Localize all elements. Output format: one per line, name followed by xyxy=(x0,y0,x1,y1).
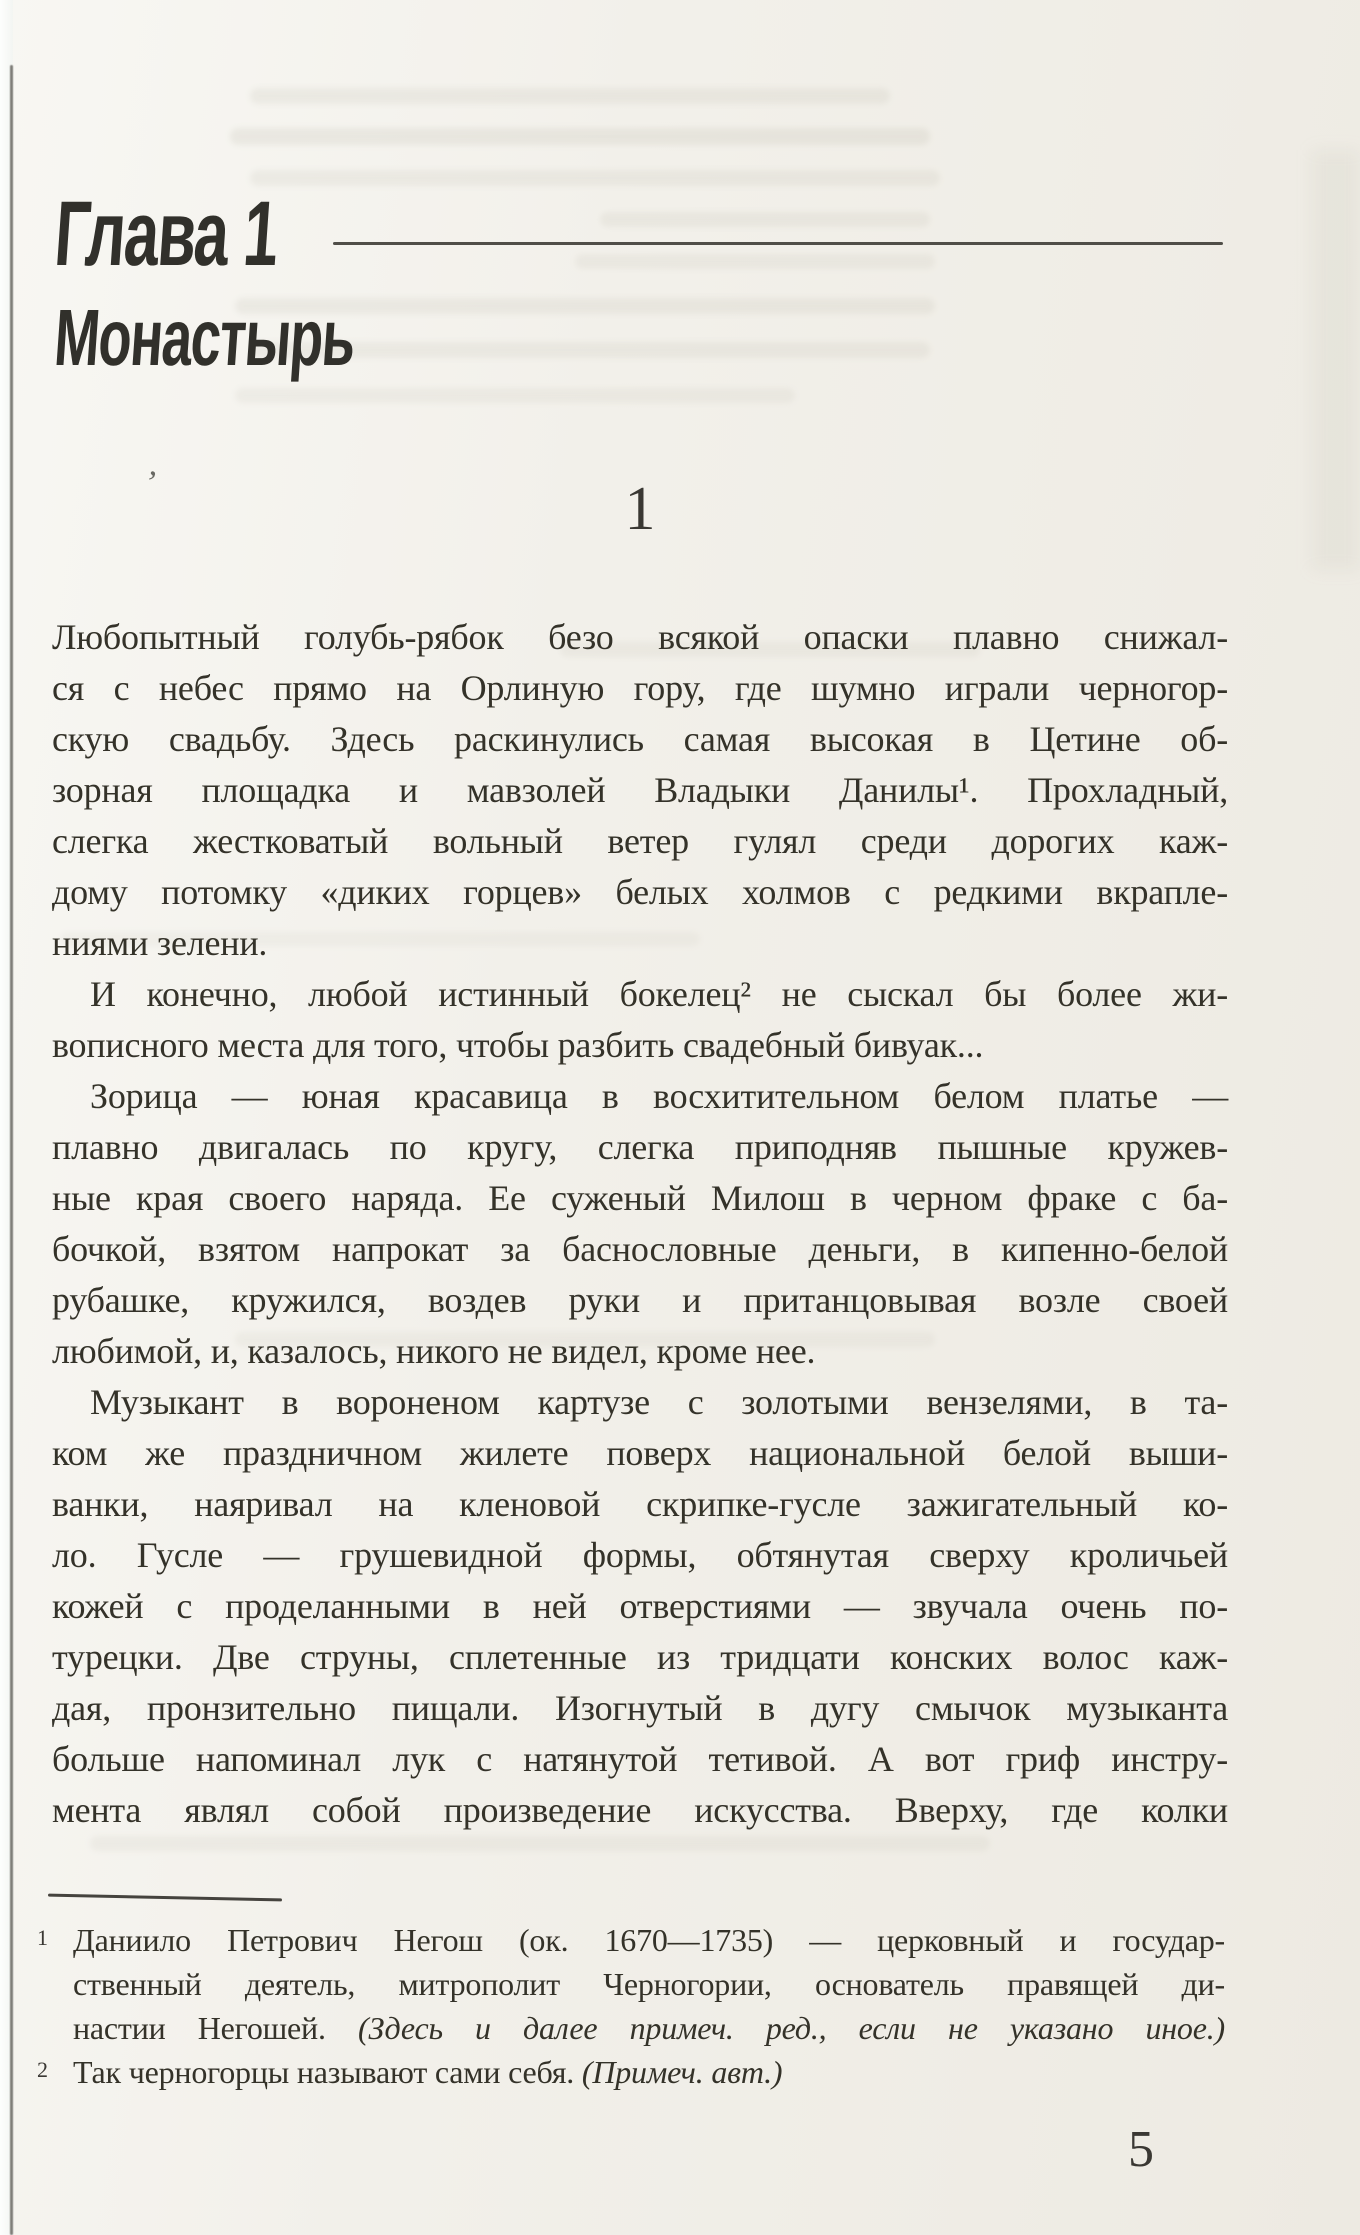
show-through-artifact xyxy=(250,88,890,104)
text-line: ниями зелени. xyxy=(52,923,268,963)
show-through-artifact xyxy=(90,1836,990,1851)
text-line: ванки, наяривал на кленовой скрипке-гусле зажигательный ко- xyxy=(52,1484,1228,1524)
text-line: слегка жестковатый вольный ветер гулял среди дорогих каж- xyxy=(52,821,1228,861)
chapter-title: Монастырь xyxy=(51,293,358,382)
body-text xyxy=(52,612,1228,1836)
footnote-line xyxy=(73,1918,1225,1962)
page-number: 5 xyxy=(1128,2121,1154,2178)
chapter-rule xyxy=(333,242,1223,245)
text-line: турецки. Две струны, сплетенные из тридцати конских волос каж- xyxy=(52,1637,1228,1677)
text-line: дая, пронзительно пищали. Изогнутый в дугу смычок музыканта xyxy=(52,1688,1228,1728)
text-line: скую свадьбу. Здесь раскинулись самая высокая в Цетине об- xyxy=(52,719,1228,759)
text-line: И конечно, любой истинный бокелец² не сыскал бы более жи- xyxy=(90,974,1228,1014)
text-line: вописного места для того, чтобы разбить свадебный бивуак... xyxy=(52,1025,984,1065)
text-line: Любопытный голубь-рябок безо всякой опаски плавно снижал- xyxy=(52,617,1228,657)
show-through-artifact xyxy=(575,254,935,269)
text-line: плавно двигалась по кругу, слегка приподняв пышные кружев- xyxy=(52,1127,1228,1167)
text-line: кожей с проделанными в ней отверстиями — звучала очень по- xyxy=(52,1586,1228,1626)
footnote-text: настии Негошей. xyxy=(73,2010,358,2046)
text-line: дому потомку «диких горцев» белых холмов с редкими вкрапле- xyxy=(52,872,1228,912)
footnote-text: Даниило Петрович Негош (ок. 1670—1735) — церковный и государ- xyxy=(73,1922,1225,1958)
paragraph xyxy=(52,612,1228,969)
footnote-marker: 1 xyxy=(37,1925,48,1950)
footnote-marker: 2 xyxy=(37,2057,48,2082)
text-line: Зорица — юная красавица в восхитительном белом платье — xyxy=(90,1076,1228,1116)
show-through-artifact xyxy=(230,128,930,145)
text-line: Музыкант в вороненом картузе с золотыми вензелями, в та- xyxy=(90,1382,1228,1422)
footnote xyxy=(37,1918,1225,2050)
footnote-text: ственный деятель, митрополит Черногории, основатель правящей ди- xyxy=(73,1966,1225,2002)
footnote-divider xyxy=(48,1894,282,1902)
footnotes xyxy=(37,1918,1225,2094)
footnote-line xyxy=(73,2050,1225,2094)
text-line: рубашке, кружился, воздев руки и пританцовывая возле своей xyxy=(52,1280,1228,1320)
text-line: мента являл собой произведение искусства. Вверху, где колки xyxy=(52,1790,1228,1830)
paragraph xyxy=(52,1377,1228,1836)
scan-shading xyxy=(1312,150,1360,570)
text-line: бочкой, взятом напрокат за баснословные деньги, в кипенно-белой xyxy=(52,1229,1228,1269)
text-line: зорная площадка и мавзолей Владыки Данилы¹. Прохладный, xyxy=(52,770,1228,810)
text-line: ло. Гусле — грушевидной формы, обтянутая сверху кроличьей xyxy=(52,1535,1228,1575)
footnote-line xyxy=(73,2006,1225,2050)
ink-speck-artifact: , xyxy=(147,445,162,484)
text-line: больше напоминал лук с натянутой тетивой. А вот гриф инстру- xyxy=(52,1739,1228,1779)
paragraph xyxy=(52,969,1228,1071)
paragraph xyxy=(52,1071,1228,1377)
text-line: ные края своего наряда. Ее суженый Милош в черном фраке с ба- xyxy=(52,1178,1228,1218)
footnote-line xyxy=(73,1962,1225,2006)
chapter-label: Глава 1 xyxy=(51,183,281,285)
text-line: ся с небес прямо на Орлиную гору, где шумно играли черногор- xyxy=(52,668,1228,708)
footnote-italic-text: (Здесь и далее примеч. ред., если не указано иное.) xyxy=(358,2010,1225,2046)
text-line: ком же праздничном жилете поверх национальной белой выши- xyxy=(52,1433,1228,1473)
show-through-artifact xyxy=(235,388,795,403)
footnote-italic-text: (Примеч. авт.) xyxy=(581,2054,783,2090)
show-through-artifact xyxy=(600,212,930,227)
footnote xyxy=(37,2050,1225,2094)
section-number: 1 xyxy=(624,475,656,543)
scan-edge-line xyxy=(10,65,13,2235)
footnote-text: Так черногорцы называют сами себя. xyxy=(73,2054,582,2090)
show-through-artifact xyxy=(250,170,940,186)
text-line: любимой, и, казалось, никого не видел, кроме нее. xyxy=(52,1331,816,1371)
